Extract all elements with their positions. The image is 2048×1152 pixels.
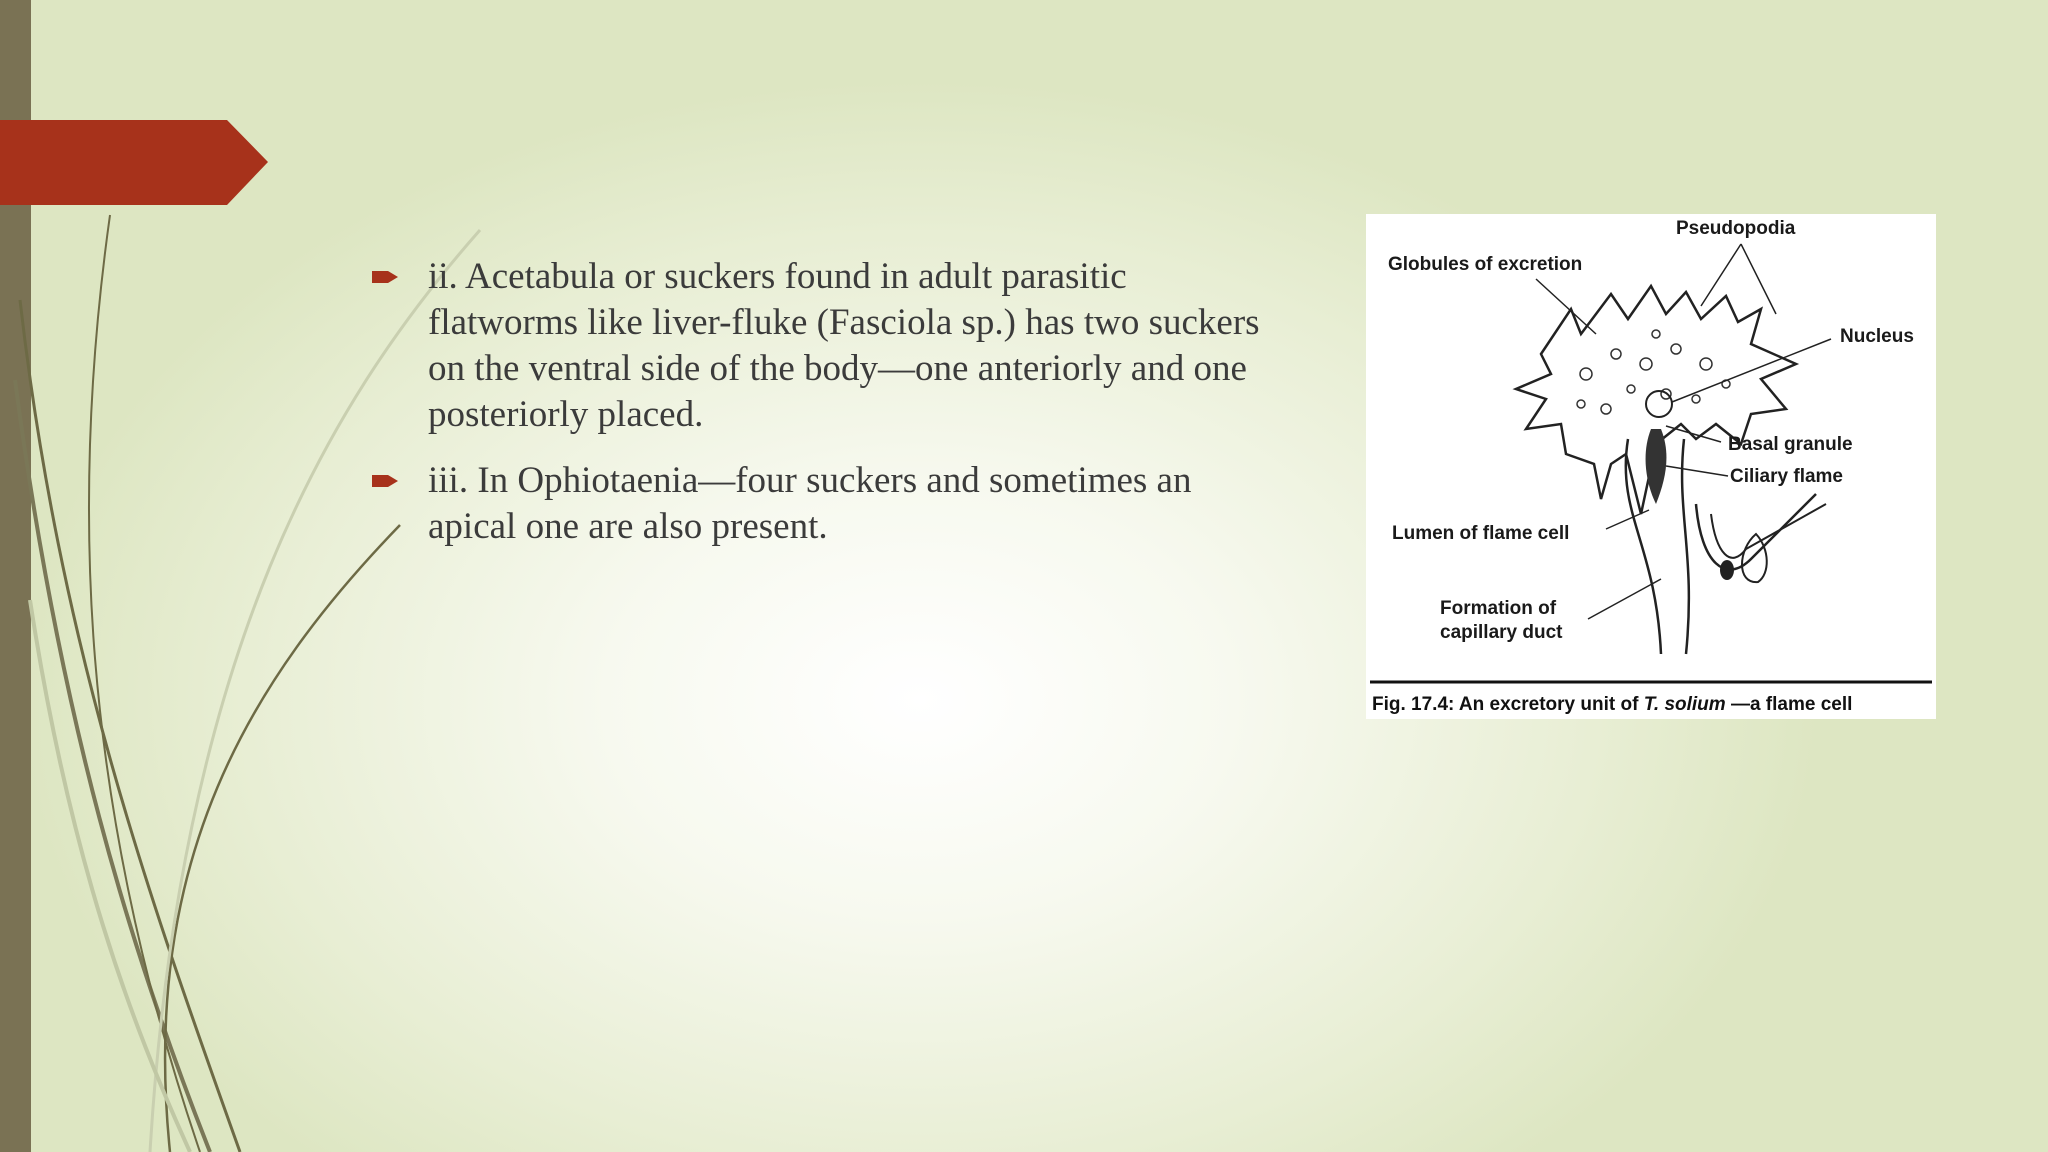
ciliary-flame: [1646, 429, 1667, 504]
strand: [165, 525, 400, 1152]
caption-suffix: —a flame cell: [1730, 694, 1853, 715]
label-nucleus: Nucleus: [1840, 326, 1914, 347]
bullet-item: [372, 254, 1272, 438]
flame-cell-figure: [1366, 214, 1936, 719]
pseudopodia-pointer: [1701, 244, 1776, 314]
label-ciliary-flame: Ciliary flame: [1730, 466, 1843, 487]
label-formation-line2: capillary duct: [1440, 622, 1563, 643]
label-globules: Globules of excretion: [1388, 254, 1583, 275]
ciliary-flame-pointer: [1666, 466, 1728, 476]
figure-caption: [1372, 694, 1852, 715]
label-formation-line1: Formation of: [1440, 598, 1557, 619]
title-accent-tab: [0, 120, 268, 205]
nucleus-pointer: [1672, 339, 1831, 402]
caption-prefix: Fig. 17.4: An excretory unit of: [1372, 694, 1644, 715]
label-lumen: Lumen of flame cell: [1392, 523, 1570, 544]
formation-pointer: [1588, 579, 1661, 619]
caption-species: T. solium: [1643, 694, 1726, 715]
excretion-globules: [1577, 330, 1730, 414]
globules-pointer: [1536, 279, 1596, 334]
duct-wall: [1711, 504, 1826, 558]
nucleus: [1646, 391, 1672, 417]
arrow-bullet-icon: [372, 267, 399, 287]
arrow-bullet-icon: [372, 471, 399, 491]
label-basal-granule: Basal granule: [1728, 434, 1853, 455]
capillary-duct: [1742, 534, 1767, 582]
label-pseudopodia: Pseudopodia: [1676, 218, 1796, 239]
bullet-text: ii. Acetabula or suckers found in adult parasitic flatworms like liver-fluke (Fasciola sp.) has two suckers on the ventral side of the body—one anteriorly and one posteriorly placed.: [428, 256, 1260, 435]
lumen-pointer: [1606, 510, 1649, 529]
duct-nucleus: [1720, 560, 1734, 580]
strand: [89, 215, 200, 1152]
basal-granule-pointer: [1666, 426, 1721, 442]
bullet-text: iii. In Ophiotaenia—four suckers and sometimes an apical one are also present.: [428, 460, 1192, 547]
bullet-list: [372, 254, 1272, 570]
flame-cell-diagram: [1366, 214, 1936, 719]
tubule-wall: [1682, 439, 1689, 654]
bullet-item: [372, 458, 1272, 550]
